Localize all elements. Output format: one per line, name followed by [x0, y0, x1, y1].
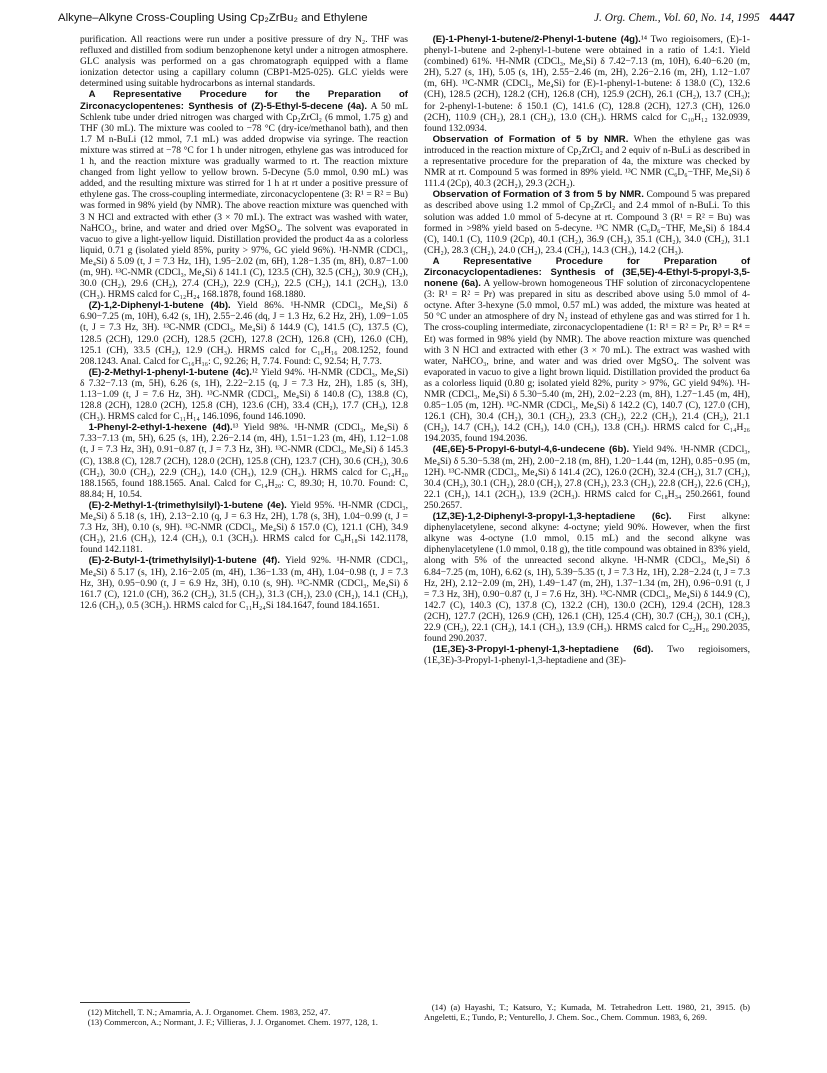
- footnotes-left: [80, 1002, 408, 1027]
- journal-citation: [594, 12, 795, 24]
- paragraph-body: Compound 5 was prepared as described above using 1.2 mmol of Cp₂ZrCl₂ and 2.4 mmol of n-BuLi. To this solution was added 1.0 mmol of 5-decyne at rt. Compound 3 (R¹ = R² = Bu) was formed in >98% yield based on 5-decyne. ¹³C NMR (C₆D₆−THF, Me₄Si) δ 184.4 (C), 140.1 (C), 110.9 (2Cp), 40.1 (CH₂), 36.9 (CH₂), 35.1 (CH₂), 34.0 (CH₂), 31.1 (CH₂), 28.3 (CH₂), 24.0 (CH₂), 23.4 (CH₂), 14.3 (CH₃), 14.2 (CH₃).: [424, 189, 750, 256]
- paragraph: [424, 444, 750, 511]
- paragraph-heading: Observation of Formation of 5 by NMR.: [432, 133, 629, 145]
- paragraph: [424, 511, 750, 644]
- paragraph-body: Yield 86%. ¹H-NMR (CDCl₃, Me₄Si) δ 6.90−7.25 (m, 10H), 6.42 (s, 1H), 2.55−2.46 (dq, J = 1.3 Hz, 6.2 Hz, 2H), 1.09−1.05 (t, J = 7.3 Hz, 3H). ¹³C-NMR (CDCl₃, Me₄Si) δ 144.9 (C), 141.5 (C), 137.5 (C), 128.5 (2CH), 129.0 (2CH), 128.5 (2CH), 127.8 (2CH), 126.8 (CH), 126.0 (CH), 125.1 (CH), 33.5 (CH₂), 12.9 (CH₃). HRMS calcd for C₁₆H₁₆ 208.1252, found 208.1243. Anal. Calcd for C₁₆H₁₆: C, 92.26; H, 7.74. Found: C, 92.54; H, 7.73.: [80, 300, 409, 367]
- paragraph-heading: (4E,6E)-5-Propyl-6-butyl-4,6-undecene (6b).: [432, 444, 630, 456]
- paragraph: [80, 34, 408, 89]
- right-text-column: [424, 34, 750, 666]
- paragraph: [80, 300, 408, 367]
- left-text-column: [80, 34, 408, 611]
- paragraph-heading: (E)-1-Phenyl-1-butene/2-Phenyl-1-butene (4g).: [432, 34, 641, 45]
- running-header: [58, 8, 795, 28]
- footnotes-right: [424, 1002, 750, 1022]
- journal-name: J. Org. Chem., Vol. 60, No. 14, 1995: [593, 12, 760, 24]
- paragraph-body: Two regioisomers, (1E,3E)-3-Propyl-1-phenyl-1,3-heptadiene and (3E)-: [424, 644, 750, 667]
- paragraph: [424, 256, 750, 445]
- footnote: (12) Mitchell, T. N.; Amamria, A. J. Organomet. Chem. 1983, 252, 47.: [87, 1007, 331, 1017]
- paragraph-body: Yield 95%. ¹H-NMR (CDCl₃, Me₄Si) δ 5.18 (s, 1H), 2.13−2.10 (q, J = 6.3 Hz, 2H), 1.78 (s, 3H), 1.04−0.99 (t, J = 7.3 Hz, 3H), 0.10 (s, 9H). ¹³C-NMR (CDCl₃, Me₄Si) δ 157.0 (C), 121.1 (CH), 34.9 (CH₂), 21.6 (CH₃), 12.4 (CH₃), 0.1 (3CH₃). HRMS calcd for C₈H₁₈Si 142.1178, found 142.1181.: [80, 499, 408, 556]
- paragraph-heading: (Z)-1,2-Diphenyl-1-butene (4b).: [88, 300, 231, 312]
- paragraph-body: Yield 92%. ¹H-NMR (CDCl₃, Me₄Si) δ 5.17 (s, 1H), 2.16−2.05 (m, 4H), 1.36−1.33 (m, 4H), 1.04−0.98 (t, J = 7.3 Hz, 3H), 0.95−0.90 (t, J = 6.9 Hz, 3H), 0.10 (s, 9H). ¹³C-NMR (CDCl₃, Me₄Si) δ 161.7 (C), 121.0 (CH), 36.2 (CH₂), 31.5 (CH₂), 31.3 (CH₂), 23.0 (CH₂), 14.1 (CH₃), 12.6 (CH₃), 0.5 (3CH₃). HRMS calcd for C₁₁H₂₄Si 184.1647, found 184.1651.: [80, 555, 408, 611]
- paragraph: [424, 134, 750, 189]
- paragraph-body: A yellow-brown homogeneous THF solution of zirconacyclopentene (3: R¹ = R² = Pr) was prepared in situ as described above using 5.0 mmol of 4-octyne. After 3-hexyne (5.0 mmol, 0.57 mL) was added, the mixture was heated at 50 °C under an atmosphere of dry N₂ instead of ethylene gas and was stirred for 1 h. The cross-coupling intermediate, zirconacyclopentadiene (1: R¹ = R² = Pr, R³ = R⁴ = Et) was formed in 98% yield (by NMR). The above reaction mixture was quenched with 3 N HCl and extracted with ether (3 × 70 mL). The extract was washed with water, NaHCO₃, brine, and water and was dried over MgSO₄. The solvent was evaporated in vacuo to give a light brown liquid. Distillation provided the product 6a as a colorless liquid (0.80 g; isolated yield 82%, purity > 97%, GC yield 94%). ¹H-NMR (CDCl₃, Me₄Si) δ 5.30−5.40 (m, 2H), 2.02−2.23 (m, 8H), 1.27−1.45 (m, 4H), 0.85−1.05 (m, 12H). ¹³C-NMR (CDCl₃, Me₄Si) δ 142.2 (C), 140.7 (C), 127.0 (CH), 126.1 (CH), 30.4 (CH₂), 30.1 (CH₂), 23.3 (CH₂), 22.2 (CH₂), 21.4 (CH₂), 21.1 (CH₂), 14.7 (CH₃), 14.2 (CH₃), 14.0 (CH₃), 13.8 (CH₃). HRMS calcd for C₁₄H₂₆ 194.2035, found 194.2036.: [424, 278, 750, 445]
- paragraph-heading: (1E,3E)-3-Propyl-1-phenyl-1,3-heptadiene (6d).: [432, 644, 654, 656]
- page-number: 4447: [769, 12, 795, 24]
- paragraph: [80, 500, 408, 555]
- paragraph: [424, 644, 750, 666]
- paragraph-body: A 50 mL Schlenk tube under dried nitrogen was charged with Cp₂ZrCl₂ (6 mmol, 1.75 g) and THF (30 mL). The mixture was cooled to −78 °C (dry-ice/methanol bath), and then 1.7 M n-BuLi (12 mmol, 7.1 mL) was added dropwise via syringe. The reaction mixture was stirred at −78 °C for 1 h under nitrogen, ethylene gas was introduced for 1 h, and the reaction mixture was gradually warmed to rt. The reaction mixture changed from light yellow to yellow brown. 5-Decyne (5.0 mmol, 0.90 mL) was added, and the resulting mixture was stirred for 1 h at rt under a positive pressure of ethylene gas. The cross-coupling intermediate, zirconacyclopentene (3: R¹ = R² = Bu) was formed in 98% yield (by NMR). The above reaction mixture was quenched with 3 N HCl and extracted with ether (3 × 70 mL). The extract was washed with water, NaHCO₃, brine, and water and dried over MgSO₄. The solvent was evaporated in vacuo to give a light-yellow liquid. Distillation provided the product 4a as a colorless liquid, 0.71 g (isolated yield 85%, purity > 97%, GC yield 96%). ¹H-NMR (CDCl₃, Me₄Si) δ 5.09 (t, J = 7.3 Hz, 1H), 1.95−2.02 (m, 6H), 1.28−1.35 (m, 8H), 0.87−1.00 (m, 9H). ¹³C-NMR (CDCl₃, Me₄Si) δ 141.1 (C), 123.5 (CH), 32.5 (CH₂), 30.9 (CH₂), 30.0 (CH₂), 29.6 (CH₂), 27.4 (CH₂), 22.9 (CH₂), 22.5 (CH₂), 14.1 (2CH₃), 13.0 (CH₃). HRMS calcd for C₁₂H₂₄ 168.1878, found 168.1880.: [80, 100, 408, 301]
- paragraph-body: ¹³ Yield 98%. ¹H-NMR (CDCl₃, Me₄Si) δ 7.33−7.13 (m, 5H), 6.25 (s, 1H), 2.26−2.14 (m, 4H), 1.51−1.23 (m, 4H), 1.12−1.08 (t, J = 7.3 Hz, 3H), 0.91−0.87 (t, J = 7.3 Hz, 3H). ¹³C-NMR (CDCl₃, Me₄Si) δ 145.3 (C), 138.8 (C), 128.7 (2CH), 128.0 (2CH), 125.8 (CH), 123.7 (CH), 30.6 (CH₂), 30.6 (CH₂), 30.0 (CH₂), 22.9 (CH₂), 14.0 (CH₃), 12.9 (CH₃). HRMS calcd for C₁₄H₂₀ 188.1565, found 188.1565. Anal. Calcd for C₁₄H₂₀: C, 89.30; H, 10.70. Found: C, 88.84; H, 10.54.: [80, 422, 408, 500]
- paragraph-heading: (E)-2-Butyl-1-(trimethylsilyl)-1-butene (4f).: [88, 555, 280, 567]
- paragraph-heading: (E)-2-Methyl-1-(trimethylsilyl)-1-butene (4e).: [88, 499, 287, 511]
- paragraph-heading: (1Z,3E)-1,2-Diphenyl-3-propyl-1,3-heptadiene (6c).: [432, 511, 672, 523]
- paragraph-heading: A Representative Procedure for Preparation of Zirconacyclopentadienes: Synthesis of (3E,5E)-4-Ethyl-5-propyl-3,5-nonene (6a).: [424, 255, 750, 290]
- paragraph: [424, 189, 750, 256]
- paragraph-heading: Observation of Formation of 3 from 5 by NMR.: [432, 189, 644, 201]
- paragraph-heading: 1-Phenyl-2-ethyl-1-hexene (4d).: [88, 422, 233, 434]
- running-title: Alkyne–Alkyne Cross-Coupling Using Cp₂ZrBu₂ and Ethylene: [58, 12, 368, 24]
- paragraph: [80, 89, 408, 300]
- paragraph-heading: (E)-2-Methyl-1-phenyl-1-butene (4c).: [88, 366, 252, 378]
- paragraph-heading: A Representative Procedure for the Preparation of Zirconacyclopentenes: Synthesis of (Z)-5-Ethyl-5-decene (4a).: [80, 89, 408, 112]
- paragraph: [80, 367, 408, 422]
- paragraph-body: First alkyne: diphenylacetylene, second alkyne: 4-octyne; yield 90%. However, when the first alkyne was 4-octyne (1.0 mmol, 0.15 mL) and the second alkyne was diphenylacetylene (1.0 mmol, 0.18 g), the title compound was obtained in 83% yield, along with 5% of the unreacted second alkyne. ¹H-NMR (CDCl₃, Me₄Si) δ 6.84−7.25 (m, 10H), 6.62 (s, 1H), 5.39−5.35 (t, J = 7.3 Hz, 1H), 2.28−2.24 (t, J = 7.3 Hz, 2H), 2.12−2.09 (m, 2H), 1.49−1.47 (m, 2H), 1.37−1.34 (m, 2H), 0.96−0.91 (t, J = 7.3 Hz, 3H), 0.90−0.87 (t, J = 7.6 Hz, 3H). ¹³C-NMR (CDCl₃, Me₄Si) δ 144.9 (C), 142.7 (C), 140.3 (C), 137.8 (C), 132.2 (CH), 130.0 (2CH), 129.4 (2CH), 128.3 (2CH), 127.7 (2CH), 126.9 (CH), 126.1 (CH), 125.4 (CH), 30.7 (CH₂), 30.1 (CH₂), 22.9 (CH₂), 22.1 (CH₂), 14.1 (CH₃), 13.9 (CH₃). HRMS calcd for C₂₂H₂₆ 290.2035, found 290.2037.: [424, 511, 750, 645]
- paragraph: [424, 34, 750, 134]
- footnote-rule: [80, 1002, 190, 1003]
- paragraph: [80, 555, 408, 610]
- paragraph-body: When the ethylene gas was introduced in the reaction mixture of Cp₂ZrCl₂ and 2 equiv of n-BuLi as described in a representative procedure for the preparation of 4a, the mixture was checked by NMR at rt. Compound 5 was formed in 89% yield. ¹³C NMR (C₆D₆−THF, Me₄Si) δ 111.4 (2Cp), 40.3 (2CH₂), 29.3 (2CH₂).: [424, 133, 750, 190]
- footnote: (13) Commercon, A.; Normant, J. F.; Villieras, J. J. Organomet. Chem. 1977, 128, 1.: [87, 1017, 378, 1027]
- paragraph-body: purification. All reactions were run under a positive pressure of dry N₂. THF was refluxed and distilled from sodium benzophenone ketyl under a nitrogen atmosphere. GLC analysis was performed on a gas chromatograph equipped with a flame ionization detector using a capillary column (CBP1-M25-025). GLC yields were determined using suitable hydrocarbons as internal standards.: [80, 34, 408, 90]
- paragraph-body: Yield 94%. ¹H-NMR (CDCl₃, Me₄Si) δ 5.30−5.38 (m, 2H), 2.00−2.18 (m, 8H), 1.20−1.44 (m, 12H), 0.85−0.95 (m, 12H). ¹³C-NMR (CDCl₃, Me₄Si) δ 141.4 (2C), 126.0 (2CH), 32.4 (CH₂), 31.7 (CH₂), 30.4 (CH₂), 30.1 (CH₂), 28.0 (CH₂), 27.8 (CH₂), 23.3 (CH₂), 22.8 (CH₂), 22.6 (CH₂), 22.1 (CH₂), 14.1 (2CH₃), 13.9 (2CH₃). HRMS calcd for C₁₈H₃₄ 250.2661, found 250.2657.: [424, 444, 750, 511]
- paragraph-body: ¹⁴ Two regioisomers, (E)-1-phenyl-1-butene and 2-phenyl-1-butene were obtained in a ratio of 1.4:1. Yield (combined) 61%. ¹H-NMR (CDCl₃, Me₄Si) δ 7.42−7.13 (m, 10H), 6.40−6.20 (m, 2H), 5.27 (s, 1H), 5.05 (s, 1H), 2.55−2.46 (m, 2H), 2.26−2.16 (m, 2H), 1.12−1.07 (m, 6H). ¹³C-NMR (CDCl₃, Me₄Si) for (E)-1-phenyl-1-butene: δ 138.0 (C), 132.6 (CH), 128.5 (2CH), 128.2 (CH), 126.8 (CH), 125.9 (2CH), 26.1 (CH₂), 13.7 (CH₃); for 2-phenyl-1-butene: δ 150.1 (C), 141.6 (C), 128.8 (2CH), 127.3 (CH), 126.0 (2CH), 110.9 (CH₂), 28.1 (CH₂), 13.0 (CH₃). HRMS calcd for C₁₀H₁₂ 132.0939, found 132.0934.: [424, 34, 750, 134]
- paragraph: [80, 422, 408, 500]
- footnote: (14) (a) Hayashi, T.; Katsuro, Y.; Kumada, M. Tetrahedron Lett. 1980, 21, 3915. (b) Angeletti, E.; Tundo, P.; Venturello, J. Chem. Soc., Chem. Commun. 1983, 6, 269.: [424, 1002, 750, 1022]
- paragraph-body: ¹² Yield 94%. ¹H-NMR (CDCl₃, Me₄Si) δ 7.32−7.13 (m, 5H), 6.26 (s, 1H), 2.22−2.15 (q, J = 7.3 Hz, 2H), 1.85 (s, 3H), 1.13−1.09 (t, J = 7.6 Hz, 3H). ¹³C-NMR (CDCl₃, Me₄Si) δ 140.8 (C), 138.8 (C), 128.8 (2CH), 128.0 (2CH), 125.8 (CH), 123.6 (CH), 33.4 (CH₂), 17.7 (CH₃), 12.8 (CH₃). HRMS calcd for C₁₁H₁₄ 146.1096, found 146.1090.: [80, 366, 408, 423]
